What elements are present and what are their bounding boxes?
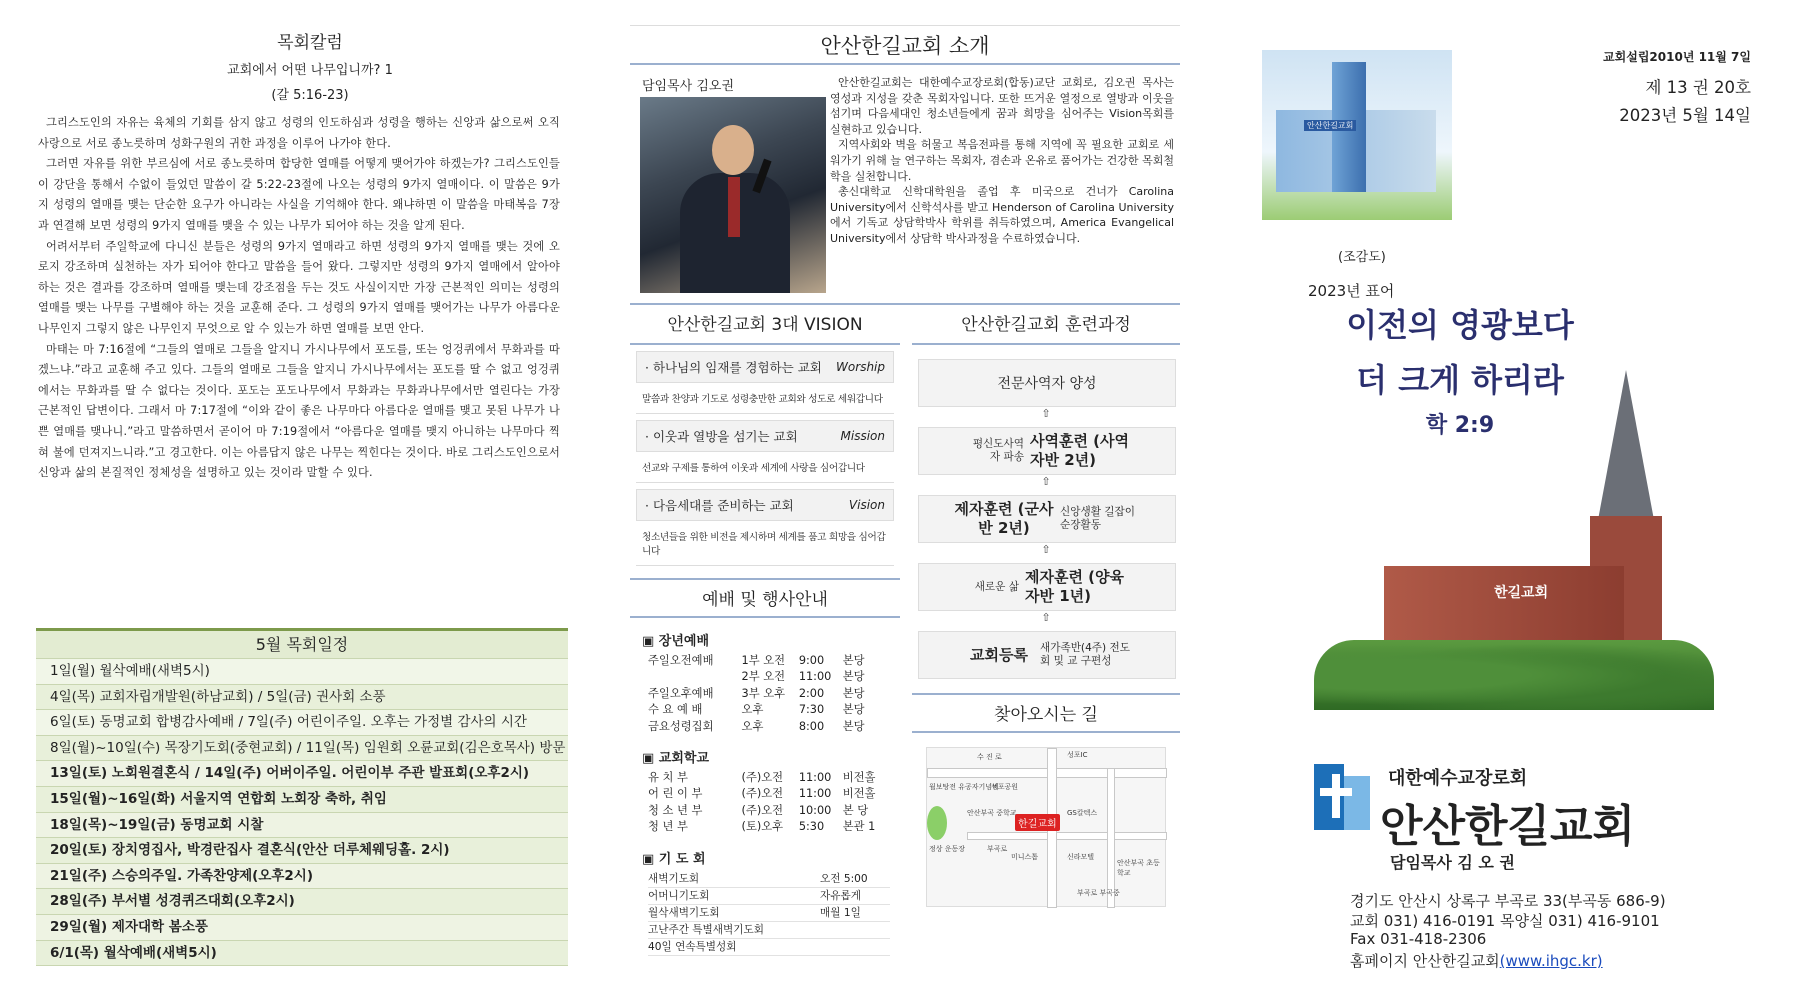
worship-row: [648, 770, 900, 786]
prayer-name: 고난주간 특별새벽기도회: [648, 923, 764, 936]
denomination: 대한예수교장로회: [1388, 768, 1528, 789]
training-step-side: 평신도사역자 파송: [972, 438, 1024, 463]
arrow-up-icon: ⇧: [1041, 475, 1051, 488]
founded-date: 교회설립2010년 11월 7일: [1603, 50, 1751, 64]
motto-line-2: 더 크게 하리라: [1356, 361, 1564, 399]
worship-hour: 2:00: [798, 686, 825, 700]
prayer-name: 새벽기도회: [648, 872, 700, 885]
homepage-label: 홈페이지 안산한길교회: [1350, 952, 1500, 970]
schedule-title: 5월 목회일정: [36, 631, 568, 659]
map-label: 성포공원: [991, 783, 1019, 791]
pastor-photo: [640, 97, 826, 293]
worship-place: 비전홀: [842, 770, 876, 784]
map-label: 부곡로: [987, 845, 1008, 853]
pastor-name: 담임목사 김 오 권: [1390, 853, 1515, 872]
prayer-row: [648, 939, 890, 956]
column-body: [38, 113, 560, 484]
worship-row: [648, 653, 900, 669]
intro-section: [630, 65, 1180, 305]
vision-section: [630, 305, 900, 956]
prayer-row: [648, 871, 890, 888]
schedule-row: 8일(월)~10일(수) 목장기도회(중현교회) / 11일(목) 임원회 오륜교회(김은호목사) 방문: [36, 736, 568, 762]
worship-place: 본당: [842, 686, 865, 700]
prayer-name: 월삭새벽기도회: [648, 906, 720, 919]
arrow-up-icon: ⇧: [1041, 611, 1051, 624]
schedule-row: 29일(월) 제자대학 봄소풍: [36, 915, 568, 941]
worship-place: 비전홀: [842, 787, 876, 801]
worship-place: 본 당: [842, 803, 869, 817]
building-rendering: [1262, 50, 1452, 220]
column-panel: [0, 0, 620, 992]
worship-name: 유 치 부: [648, 770, 688, 784]
worship-place: 본당: [842, 654, 865, 667]
prayer-name: 40일 연속특별성회: [648, 940, 737, 953]
training-step-side: 새가족반(4주) 전도회 및 교 구편성: [1040, 642, 1131, 667]
schedule-row: 18일(목)~19일(금) 동명교회 시찰: [36, 813, 568, 839]
training-step: [918, 359, 1176, 407]
rendering-note: (조감도): [1338, 250, 1386, 265]
schedule-row: 6일(토) 동명교회 합병감사예배 / 7일(주) 어린이주일. 오후는 가정별 감사의 시간: [36, 710, 568, 736]
prayer-row: [648, 922, 890, 939]
worship-time: 3부 오후: [741, 686, 786, 700]
motto-reference: 학 2:9: [1425, 413, 1495, 438]
park-area: [927, 806, 947, 840]
worship-name: 청 년 부: [648, 820, 688, 834]
schedule-row: 13일(토) 노회원결혼식 / 14일(주) 어버이주일. 어린이부 주관 발표회(오후2시): [36, 761, 568, 787]
homepage: [1350, 950, 1603, 971]
vision-item-title: · 하나님의 임재를 경험하는 교회: [645, 360, 822, 375]
training-step-label: 제자훈련 (양육자반 1년): [1025, 568, 1125, 605]
worship-hour: 11:00: [798, 787, 832, 801]
training-step-label: 제자훈련 (군사반 2년): [954, 500, 1054, 537]
church-name: 안산한길교회: [1380, 801, 1636, 852]
schedule-row: 21일(주) 스승의주일. 가족찬양제(오후2시): [36, 864, 568, 890]
intro-paragraph: 지역사회와 벽을 허물고 복음전파를 통해 지역에 꼭 필요한 교회로 세워가기 위해 늘 연구하는 목회자, 겸손과 온유로 품어가는 건강한 목회철학을 실천합니다.: [830, 138, 1174, 183]
map-label: GS칼텍스: [1067, 809, 1098, 817]
prayer-time: 매월 1일: [820, 906, 861, 919]
worship-time: (주)오전: [741, 787, 784, 801]
intro-paragraph: 안산한길교회는 대한예수교장로회(합동)교단 교회로, 김오권 목사는 영성과 지성을 갖춘 목회자입니다. 또한 뜨거운 열정으로 열방과 이웃을 섬기며 다음세대인 청소년들에게 꿈과 희망을 심어주는 Vision목회를 실현하고 있습니다.: [830, 76, 1174, 136]
worship-hour: 5:30: [798, 820, 825, 834]
vision-heading: 안산한길교회 3대 VISION: [630, 305, 900, 345]
pastor-label: 담임목사 김오권: [642, 79, 735, 94]
map-label: 안산부곡 초등학교: [1117, 859, 1160, 877]
worship-name: 수 요 예 배: [648, 703, 703, 717]
worship-time: 2부 오전: [741, 670, 786, 684]
directions-map: [926, 747, 1166, 907]
monthly-schedule: [36, 628, 568, 966]
motto-year: 2023년 표어: [1308, 282, 1395, 300]
worship-row: [648, 686, 900, 702]
church-sign: 한길교회: [1494, 585, 1549, 601]
training-step-label: 교회등록: [970, 645, 1028, 664]
map-label: 부곡로 부곡중: [1077, 889, 1120, 897]
training-step-label: 전문사역자 양성: [997, 376, 1097, 392]
column-subtitle: 교회에서 어떤 나무입니까? 1: [227, 63, 393, 78]
intro-text: [830, 75, 1174, 247]
intro-paragraph: 총신대학교 신학대학원을 졸업 후 미국으로 건너가 Carolina University에서 신학석사를 받고 Henderson of Carolina University에서 기독교 상담학박사 학위를 취득하였으며, America Evangelical University에서 상담학 박사과정을 수료하였습니다.: [830, 185, 1174, 245]
worship-row: [648, 702, 900, 718]
prayer-name: 어머니기도회: [648, 889, 710, 902]
intro-heading: 안산한길교회 소개: [630, 25, 1180, 65]
schedule-row: 6/1(목) 월삭예배(새벽5시): [36, 941, 568, 967]
column-paragraph: 마태는 마 7:16절에 “그들의 열매로 그들을 알지니 가시나무에서 포도를, 또는 엉겅퀴에서 무화과를 따겠느냐.”라고 교훈해 주고 있다. 그들의 열매로 그들을 알지니 가시나무에서는 포도를 딸 수 없고 엉겅퀴에서는 무화과를 딸 수 없다는 것이다. 포도는 포도나무에서 무화과는 무화과나무에서만 열린다는 가장 근본적인 답변이다. 그래서 마 7:17절에 “이와 같이 좋은 나무마다 아름다운 열매를 맺고 못된 나무가 나쁜 열매를 맺나니.”라고 말씀하면서 곧이어 마 7:19절에서 “아름다운 열매를 맺지 아니하는 나무마다 찍혀 불에 던져지느니라.”고 경고한다. 이는 아름답지 않은 나무는 찍힌다는 것이다. 바로 그리스도인으로서 신앙과 삶의 본질적인 정체성을 설명하고 있는 것이라 말할 수 있다.: [38, 342, 560, 480]
issue-date: 2023년 5월 14일: [1619, 106, 1751, 125]
worship-name: 주일오후예배: [648, 686, 714, 700]
vision-training-area: [630, 305, 1180, 992]
worship-heading: 예배 및 행사안내: [630, 578, 900, 618]
worship-row: [648, 719, 900, 735]
vision-item-title: · 다음세대를 준비하는 교회: [645, 498, 794, 513]
training-step: [918, 495, 1176, 543]
training-step: [918, 563, 1176, 611]
worship-name: 어 린 이 부: [648, 787, 703, 801]
map-label: 정상 운동장: [929, 845, 966, 853]
map-label: 안산부곡 중학교: [967, 809, 1017, 817]
adult-worship-title: ▣ 장년예배: [642, 634, 710, 649]
prayer-list: [648, 871, 890, 956]
worship-name: 금요성령집회: [648, 719, 714, 733]
vision-item-title: · 이웃과 열방을 섬기는 교회: [645, 429, 798, 444]
building-sign: 안산한길교회: [1304, 120, 1356, 131]
church-marker: 한길교회: [1015, 814, 1060, 831]
worship-time: (주)오전: [741, 770, 784, 784]
worship-place: 본당: [842, 703, 865, 717]
prayer-row: [648, 888, 890, 905]
schedule-row: 20일(토) 장치영집사, 박경란집사 결혼식(안산 더루체웨딩홀. 2시): [36, 838, 568, 864]
column-title: 목회칼럼: [277, 33, 343, 53]
volume-number: 제 13 권 20호: [1645, 78, 1751, 97]
homepage-link[interactable]: (www.ihgc.kr): [1499, 952, 1603, 970]
map-label: 월보탕전 유공자기념비: [929, 783, 999, 791]
schedule-row: 28일(주) 부서별 성경퀴즈대회(오후2시): [36, 889, 568, 915]
map-label: 신라모텔: [1067, 853, 1095, 861]
vision-item: [636, 489, 894, 566]
worship-place: 본당: [842, 719, 865, 733]
worship-place: 본당: [842, 670, 865, 684]
worship-name: [648, 669, 742, 685]
worship-hour: 11:00: [798, 770, 832, 784]
vision-item-tag: Worship: [836, 360, 885, 374]
prayer-time: 자유롭게: [820, 889, 861, 902]
worship-hour: 10:00: [798, 803, 832, 817]
map-heading: 찾아오시는 길: [912, 693, 1180, 733]
map-label: 수 진 로: [977, 753, 1002, 761]
church-logo-icon: [1314, 764, 1370, 830]
vision-item-tag: Mission: [840, 429, 885, 443]
arrow-up-icon: ⇧: [1041, 407, 1051, 420]
fax: Fax 031-418-2306: [1350, 930, 1487, 948]
worship-row: [648, 819, 900, 835]
worship-time: 1부 오전: [741, 654, 786, 667]
school-list: [630, 770, 900, 836]
vision-item: [636, 420, 894, 483]
prayer-title: ▣ 기 도 회: [642, 851, 706, 867]
vision-item: [636, 351, 894, 414]
worship-section: [630, 578, 900, 956]
worship-time: 오후: [741, 703, 764, 717]
training-step-side: 신앙생활 길잡이 순장활동: [1060, 506, 1136, 531]
map-label: 미니스톱: [1011, 853, 1039, 861]
worship-row: [648, 803, 900, 819]
worship-name: 청 소 년 부: [648, 803, 703, 817]
column-paragraph: 어려서부터 주일학교에 다니신 분들은 성령의 9가지 열매라고 하면 성령의 9가지 열매를 맺는 것에 오로지 강조하며 실천하는 자가 되어야 한다고 말씀을 들어 왔다. 그렇지만 성령의 9가지 열매에서 알아야 하는 것은 결과를 강조하며 열매를 맺는데 강조점을 두는 것도 사실이지만 가장 근본적인 의미는 성령의 열매를 맺는 나무를 구별해야 하는 것을 교훈해 준다. 그 성령의 9가지 열매를 맺어가는 나무가 아름다운 나무인지 그렇지 않은 나무인지 무엇으로 알 수 있는가 하면 열매를 보면 안다.: [38, 239, 560, 335]
training-section: [912, 305, 1180, 907]
column-paragraph: 그리스도인의 자유는 육체의 기회를 삼지 않고 성령의 인도하심과 성령을 행하는 신앙과 삶으로써 오직 사랑으로 서로 종노릇하며 성화구원의 귀한 과정을 이루어 나가야 한다.: [38, 116, 560, 150]
schedule-row: 1일(월) 월삭예배(새벽5시): [36, 659, 568, 685]
worship-hour: 7:30: [798, 703, 825, 717]
worship-time: (주)오전: [741, 803, 784, 817]
training-step-side: 새로운 삶: [974, 580, 1019, 593]
worship-hour: 11:00: [798, 670, 832, 684]
training-step: [918, 427, 1176, 475]
worship-place: 본관 1: [842, 820, 876, 834]
worship-time: 오후: [741, 719, 764, 733]
prayer-time: 오전 5:00: [820, 872, 868, 885]
adult-worship-list: [630, 653, 900, 735]
motto-line-1: 이전의 영광보다: [1346, 306, 1574, 344]
worship-row: [648, 786, 900, 802]
training-step: [918, 631, 1176, 679]
worship-hour: 9:00: [798, 654, 825, 667]
worship-name: 주일오전예배: [648, 654, 714, 667]
school-title: ▣ 교회학교: [642, 750, 710, 766]
vision-item-desc: 말씀과 찬양과 기도로 성령충만한 교회와 성도로 세워갑니다: [636, 383, 894, 414]
map-label: 성포IC: [1067, 751, 1088, 759]
vision-item-desc: 선교와 구제를 통하여 이웃과 세계에 사랑을 심어갑니다: [636, 452, 894, 483]
arrow-up-icon: ⇧: [1041, 543, 1051, 556]
worship-row: [648, 669, 900, 685]
address: 경기도 안산시 상록구 부곡로 33(부곡동 686-9): [1350, 892, 1666, 910]
schedule-row: 15일(월)~16일(화) 서울지역 연합회 노회장 축하, 취임: [36, 787, 568, 813]
vision-item-tag: Vision: [848, 498, 885, 512]
worship-time: (토)오후: [741, 820, 784, 834]
column-paragraph: 그러면 자유를 위한 부르심에 서로 종노릇하며 합당한 열매를 어떻게 맺어가야 하겠는가? 그리스도인들이 강단을 통해서 수없이 들었던 말씀이 갈 5:22-23절에 나오는 성령의 9가지 열매이다. 이 말씀은 9가지 성령의 열매를 맺는 단순한 요구가 아니라는 사실을 기억해야 한다. 왜냐하면 이 말씀을 마태복음 7장과 연결해 보면 성령의 9가지 열매를 맺을 수 있는 나무가 되어야 하는 것을 알게 된다.: [38, 157, 560, 232]
vision-item-desc: 청소년들을 위한 비전을 제시하며 세계를 품고 희망을 심어갑니다: [636, 521, 894, 566]
phone: 교회 031) 416-0191 목양실 031) 416-9101: [1350, 912, 1660, 930]
training-step-label: 사역훈련 (사역자반 2년): [1030, 432, 1130, 469]
schedule-row: 4일(목) 교회자립개발원(하남교회) / 5일(금) 권사회 소풍: [36, 685, 568, 711]
cover-panel: [1230, 0, 1795, 992]
prayer-row: [648, 905, 890, 922]
worship-hour: 8:00: [798, 719, 825, 733]
column-reference: (갈 5:16-23): [271, 88, 349, 103]
intro-panel: [630, 0, 1180, 992]
training-heading: 안산한길교회 훈련과정: [912, 305, 1180, 345]
